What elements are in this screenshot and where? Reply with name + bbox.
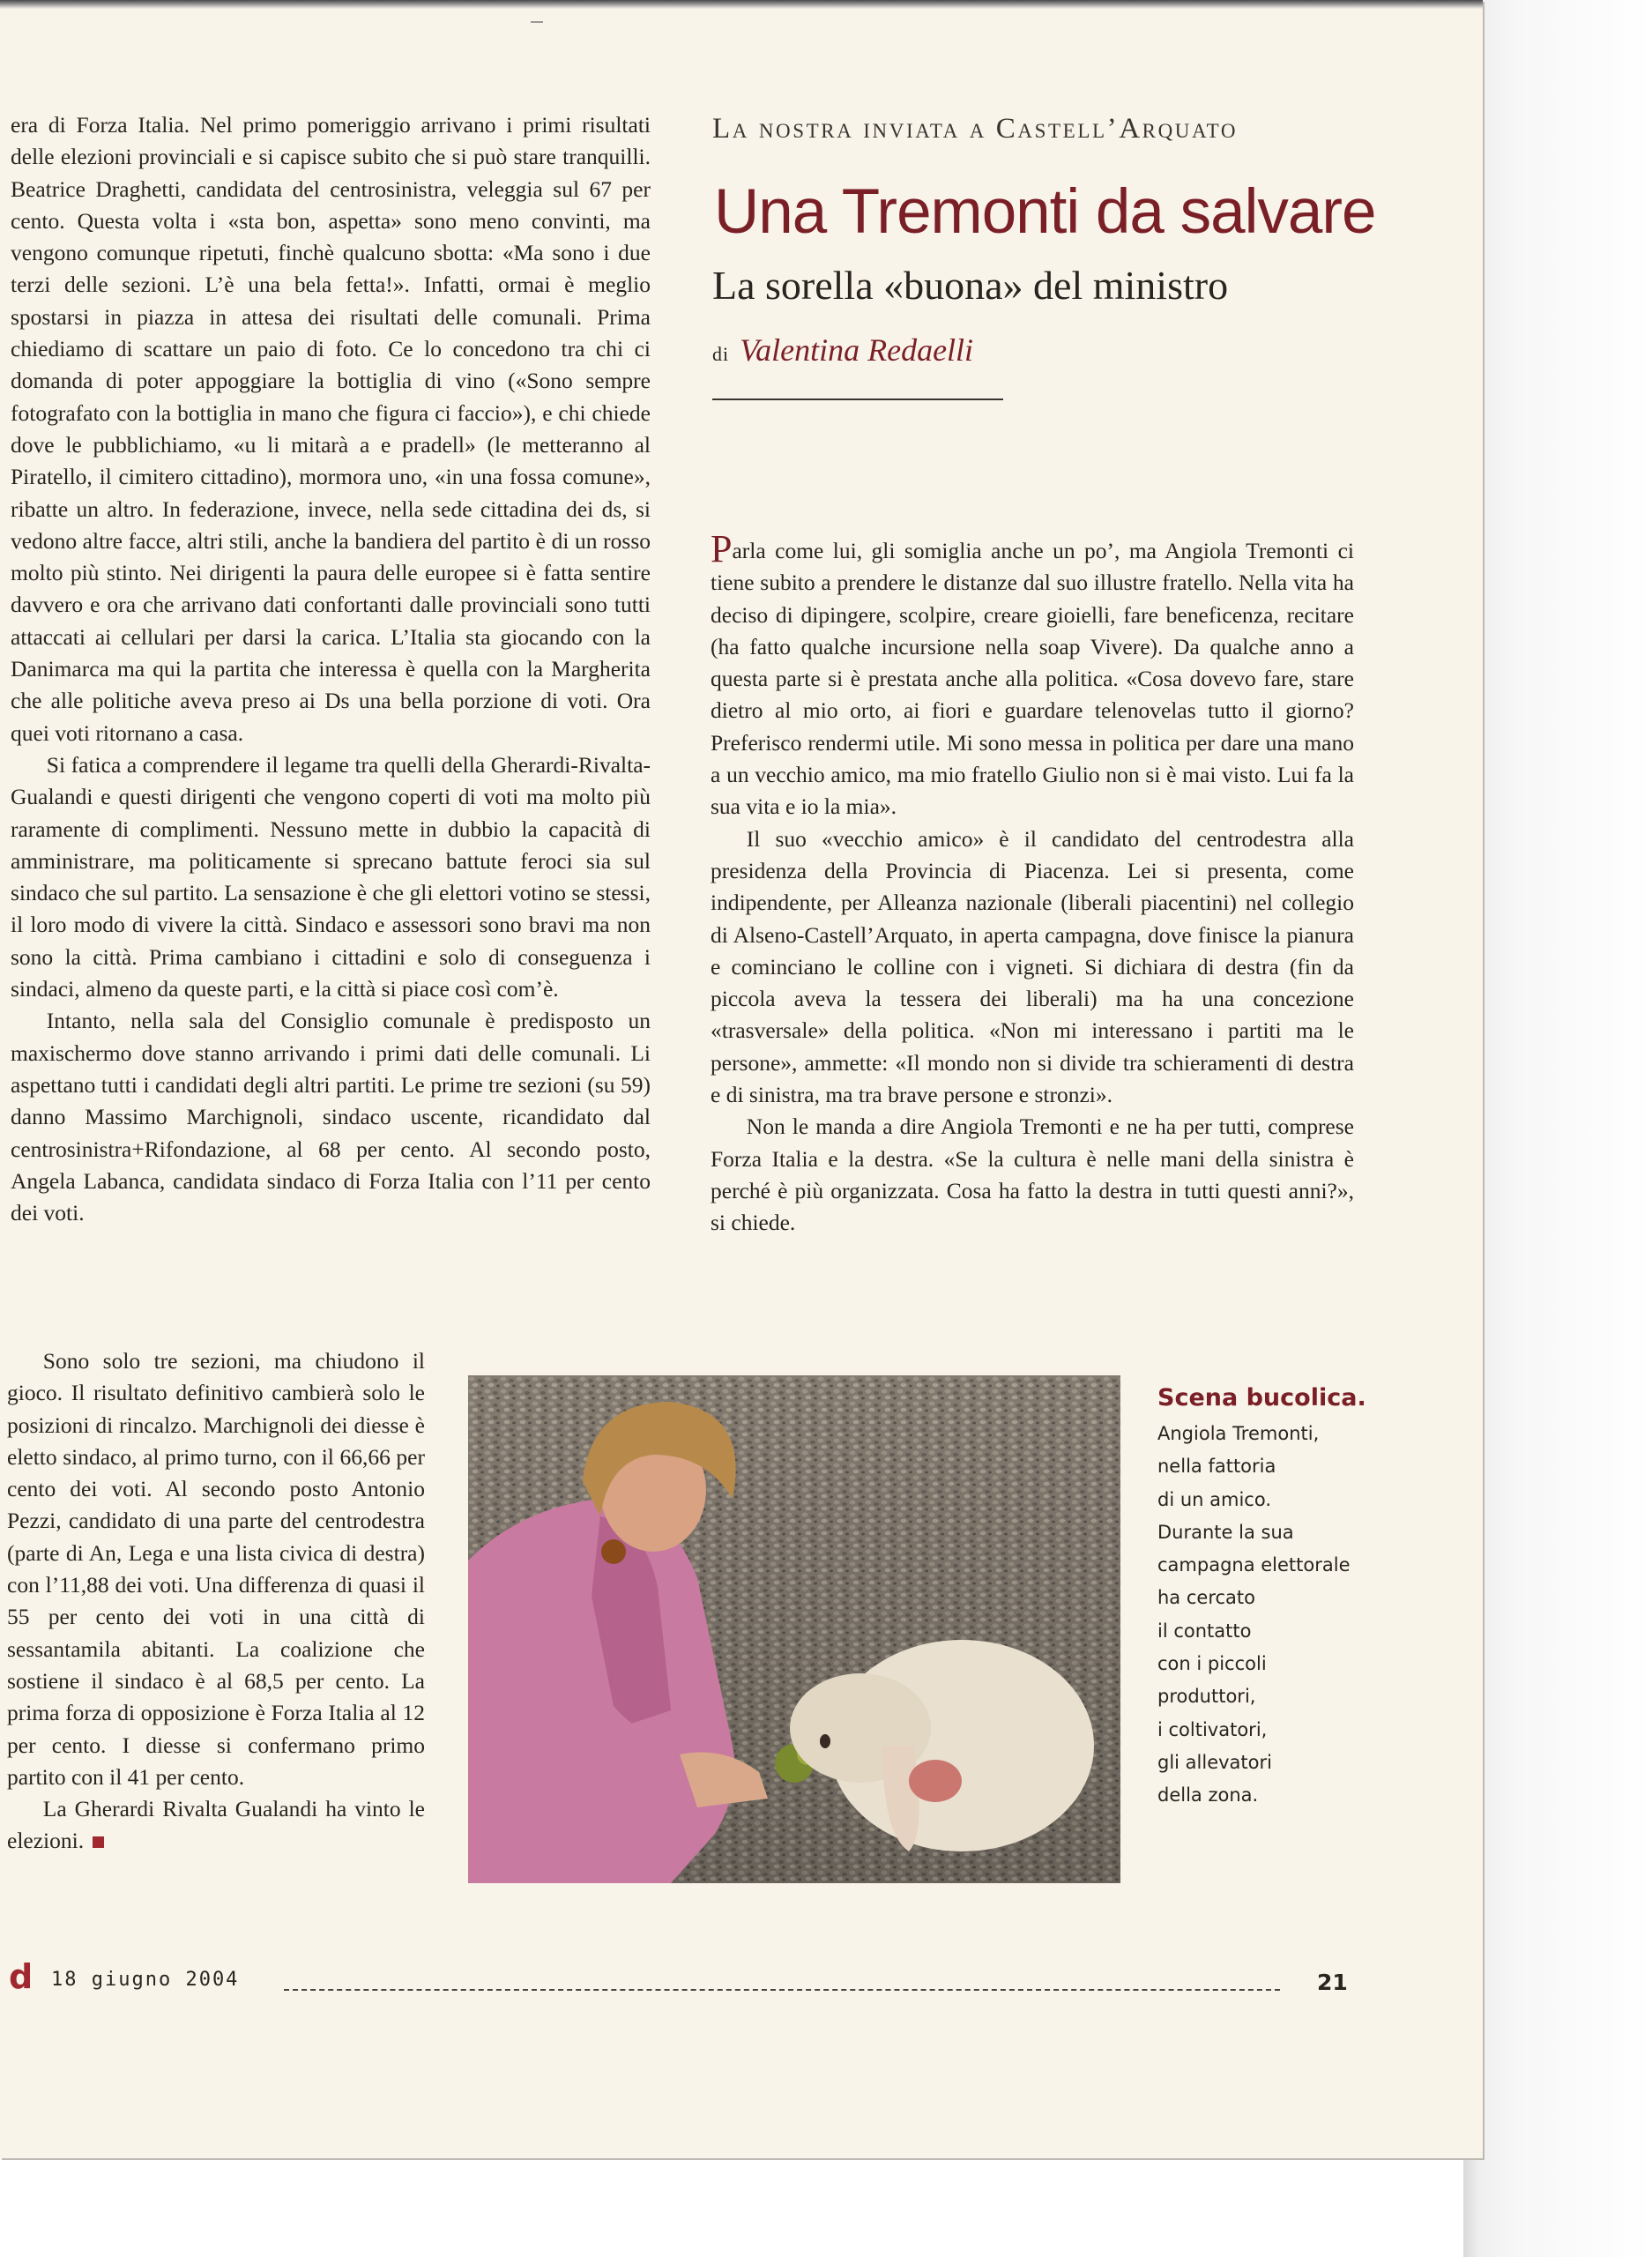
scan-background <box>1463 0 1652 2257</box>
end-of-article-mark <box>93 1836 104 1848</box>
lead-text: arla come lui, gli somiglia anche un po’, ma Angiola Tremonti ci tiene subito a prendere le distanze dal suo illustre fratello. Nella vita ha deciso di dipingere, scolpire, creare gioielli, fare beneficenza, recitare (ha fatto qualche incursione nella soap Vivere). Da qualche anno a questa parte si è prestata anche alla politica. «Cosa dovevo fare, stare dietro al mio orto, ai fiori e guardare telenovelas tutto il giorno? Preferisco rendermi utile. Mi sono messa in politica per dare una mano a un vecchio amico, ma mio fratello Giulio non si è mai visto. Lui fa la sua vita e io la mia». <box>711 538 1354 820</box>
caption-line: di un amico. <box>1157 1488 1271 1510</box>
caption-line: nella fattoria <box>1157 1456 1276 1478</box>
left-paragraph: era di Forza Italia. Nel primo pomeriggio arrivano i primi risultati delle elezioni provinciali e si capisce subito che si può stare tranquilli. Beatrice Draghetti, candidata del centrosinistra, veleggia sul 67 per cento. Questa volta i «sta bon, aspetta» sono meno convinti, ma vengono comunque ripetuti, finchè qualcuno sbotta: «Ma sono i due terzi delle sezioni. L’è una bela fetta!». Infatti, ormai è meglio spostarsi in piazza in attesa dei risultati delle comunali. Prima chiediamo di scattare un paio di foto. Ce lo concedono tra chi ci domanda di poter appoggiare la bottiglia di vino («Sono sempre fotografato con la bottiglia in mano che figura ci faccio»), e chi chiede dove le pubblichiamo, «u li mitarà a e pradell» (le metteranno al Piratello, il cimitero cittadino), mormora uno, «in una fossa comune», ribatte un altro. In federazione, invece, nella sede cittadina dei ds, si vedono altre facce, altri stili, anche la bandiera del partito è di un rosso molto più stinto. Nei dirigenti la paura delle europee si è fatta sentire davvero e ora che arrivano dati confortanti dalle provinciali sono tutti attaccati ai cellulari per darsi la carica. L’Italia sta giocando con la Danimarca ma qui la partita che interessa è quella con la Margherita che alle politiche aveva preso ai Ds una bella porzione di voti. Ora quei voti ritornano a casa. <box>11 112 651 746</box>
final-sentence: La Gherardi Rivalta Gualandi ha vinto le elezioni. <box>7 1796 425 1854</box>
page-number: 21 <box>1317 1970 1348 1995</box>
right-column <box>711 527 1354 1240</box>
kicker: La nostra inviata a Castell’Arquato <box>712 113 1239 145</box>
left-paragraph: Si fatica a comprendere il legame tra quelli della Gherardi-Rivalta-Gualandi e questi dirigenti che vengono coperti di voti ma molto più raramente di complimenti. Nessuno mette in dubbio la capacità di amministrare, ma politicamente si sprecano battute feroci sia sul sindaco che sul partito. La sensazione è che gli elettori votino se stessi, il loro modo di vivere la città. Sindaco e assessori sono bravi ma non sono la città. Prima cambiano i cittadini e solo di conseguenza i sindaci, almeno da queste parti, e la città si piace così com’è. <box>11 751 651 1002</box>
left-paragraph: Sono solo tre sezioni, ma chiudono il gioco. Il risultato definitivo cambierà solo le posizioni di rincalzo. Marchignoli dei diesse è eletto sindaco, al primo turno, con il 66,66 per cento dei voti. Al secondo posto Antonio Pezzi, candidato di una parte del centrodestra (parte di An, Lega e una lista civica di destra) con l’11,88 dei voti. Una differenza di quasi il 55 per cento dei voti in una città di sessantamila abitanti. La coalizione che sostiene il sindaco è al 68,5 per cento. La prima forza di opposizione è Forza Italia al 12 per cento. I diesse si confermano primo partito con il 41 per cento. <box>7 1348 425 1790</box>
byline-rule <box>712 399 1003 400</box>
caption-line: Durante la sua <box>1157 1521 1294 1543</box>
byline-prefix: di <box>712 343 730 365</box>
caption-line: ha cercato <box>1157 1587 1255 1609</box>
article-photo <box>468 1375 1120 1883</box>
caption-line: i coltivatori, <box>1157 1718 1268 1740</box>
caption-line: gli allevatori <box>1157 1751 1272 1773</box>
right-paragraph: Non le manda a dire Angiola Tremonti e ne ha per tutti, comprese Forza Italia e la destra. «Se la cultura è nelle mani della sinistra è perché è più organizzata. Cosa ha fatto la destra in tutti questi anni?», si chiede. <box>711 1114 1354 1236</box>
right-paragraph-lead <box>711 527 1354 823</box>
right-paragraph: Il suo «vecchio amico» è il candidato del centrodestra alla presidenza della Provincia di Piacenza. Lei si presenta, come indipendente, per Alleanza nazionale (liberali piacentini) nel collegio di Alseno-Castell’Arquato, in aperta campagna, dove finisce la pianura e cominciano le colline con i vigneti. Si dichiara di destra (fin da piccola aveva la tessera dei liberali) ma ha una concezione «trasversale» della politica. «Non mi interessano i partiti ma le persone», ammette: «Il mondo non si divide tra schieramenti di destra e di sinistra, ma tra brave persone e stronzi». <box>711 825 1354 1108</box>
left-column <box>11 109 651 1229</box>
caption-line: campagna elettorale <box>1157 1554 1351 1576</box>
caption-line: Angiola Tremonti, <box>1157 1423 1320 1444</box>
caption-line: della zona. <box>1157 1784 1259 1806</box>
headline: Una Tremonti da salvare <box>714 177 1376 247</box>
magazine-logo: d <box>9 1957 33 1996</box>
caption-line: il contatto <box>1157 1620 1252 1642</box>
footer-rule <box>284 1989 1280 1991</box>
left-paragraph: Intanto, nella sala del Consiglio comunale è predisposto un maxischermo dove stanno arrivando i primi dati delle comunali. Li aspettano tutti i candidati degli altri partiti. Le prime tre sezioni (su 59) danno Massimo Marchignoli, sindaco uscente, ricandidato dal centrosinistra+Rifondazione, al 68 per cento. Al secondo posto, Angela Labanca, candidata sindaco di Forza Italia con l’11 per cento dei voti. <box>11 1008 651 1226</box>
author-name: Valentina Redaelli <box>740 332 974 368</box>
dropcap: P <box>711 527 733 570</box>
photo-illustration <box>468 1375 1120 1883</box>
caption-line: produttori, <box>1157 1686 1256 1708</box>
left-column-wrap <box>7 1345 425 1858</box>
issue-date: 18 giugno 2004 <box>51 1969 240 1991</box>
photo-caption <box>1157 1382 1378 1813</box>
page-mark <box>531 21 543 23</box>
caption-line: con i piccoli <box>1157 1653 1267 1675</box>
subheadline: La sorella «buona» del ministro <box>712 263 1229 308</box>
byline <box>712 331 973 369</box>
left-paragraph-final <box>7 1793 425 1858</box>
caption-title: Scena bucolica. <box>1157 1384 1366 1412</box>
page-top-edge <box>0 0 1483 9</box>
